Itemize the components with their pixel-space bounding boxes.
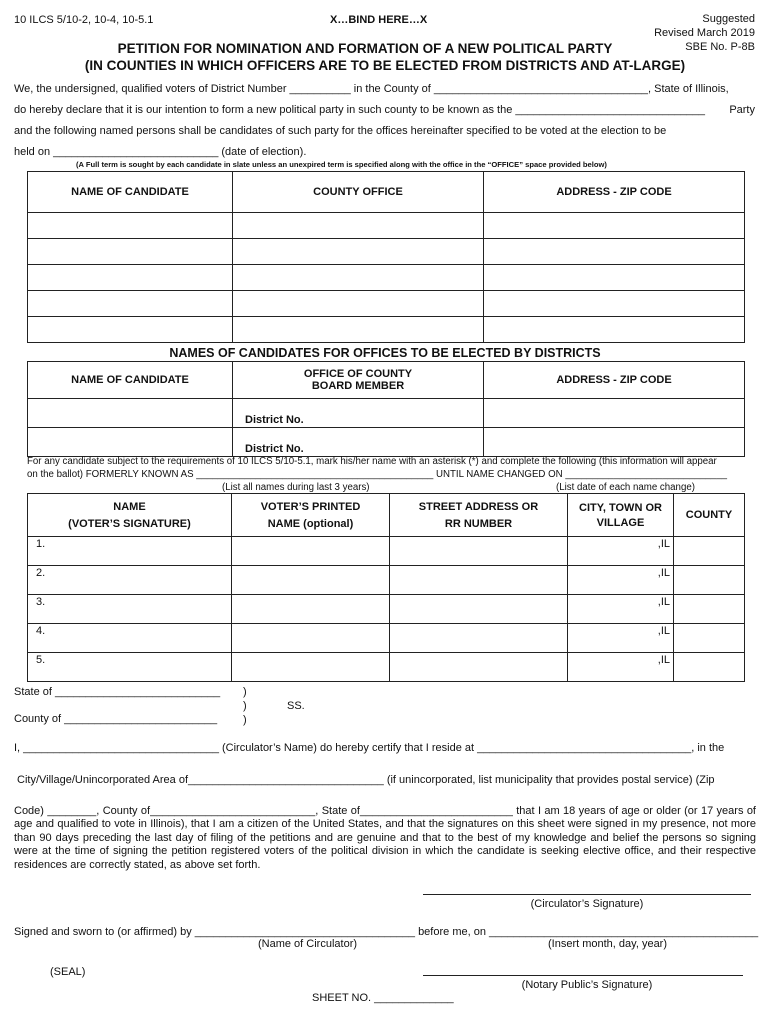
county-office-cell[interactable] [233, 213, 484, 239]
table-row [28, 213, 745, 239]
circulator-signature-label: (Circulator’s Signature) [530, 898, 644, 910]
address-cell[interactable] [484, 291, 745, 317]
header-address-zip: ADDRESS - ZIP CODE [484, 172, 745, 213]
state-suffix: ,IL [657, 596, 670, 608]
form-number: SBE No. P-8B [685, 41, 755, 53]
table-row [28, 428, 745, 457]
printed-name-cell[interactable] [232, 595, 390, 624]
header-city-town-village [568, 494, 674, 537]
circulator-signature-line[interactable] [423, 894, 751, 895]
county-cell[interactable] [674, 595, 745, 624]
list-names-note: (List all names during last 3 years) [222, 482, 370, 493]
candidate-name-cell[interactable] [28, 239, 233, 265]
city-cell[interactable] [568, 595, 674, 624]
printed-name-cell[interactable] [232, 566, 390, 595]
table-row [28, 317, 745, 343]
district-number-cell[interactable] [233, 399, 484, 428]
voter-signatures-table [27, 493, 745, 682]
header-county-office: COUNTY OFFICE [233, 172, 484, 213]
header-city-line-1: CITY, TOWN OR [579, 501, 662, 514]
district-candidate-cell[interactable] [28, 428, 233, 457]
intro-line-1: We, the undersigned, qualified voters of District Number __________ in the County of ___________________________________, State of Illinois, [14, 83, 729, 95]
header-county: COUNTY [674, 494, 745, 537]
notary-signature-line[interactable] [423, 975, 743, 976]
header-name-line-1: NAME [113, 500, 146, 513]
circulator-statement: Code) ________, County of___________________________, State of_________________________ that I am 18 years of age or older (or 17 years of age and qualified to vote in Illinois), that I am a citizen of the United States, and that the signatures on this sheet were signed in my presence, not more than 90 days preceding the last day of filing of the petitions and are genuine and that to the best of my knowledge and belief the persons so signing were at the time of signing the petition registered voters of the political division in which the candidate is seeking elective office, and their respective residences are correctly stated, as above set forth. [14, 805, 756, 871]
county-cell[interactable] [674, 537, 745, 566]
city-cell[interactable] [568, 537, 674, 566]
header-office-county-board [233, 362, 484, 399]
street-address-cell[interactable] [390, 566, 568, 595]
header-city-line-2: VILLAGE [596, 516, 645, 529]
form-title: PETITION FOR NOMINATION AND FORMATION OF A NEW POLITICAL PARTY [117, 41, 613, 56]
table-row [28, 265, 745, 291]
address-cell[interactable] [484, 265, 745, 291]
printed-name-cell[interactable] [232, 653, 390, 682]
header-street-line-1: STREET ADDRESS OR [418, 500, 539, 513]
district-number-label: District No. [245, 443, 304, 455]
header-street-line-2: RR NUMBER [444, 517, 513, 530]
district-candidate-cell[interactable] [28, 399, 233, 428]
voter-signature-cell[interactable] [28, 566, 232, 595]
venue-state: State of ___________________________ [14, 686, 221, 698]
list-dates-note: (List date of each name change) [556, 482, 695, 493]
header-name-line-2: (VOTER’S SIGNATURE) [68, 517, 191, 530]
printed-name-cell[interactable] [232, 624, 390, 653]
header-printed-name [232, 494, 390, 537]
district-number-cell[interactable] [233, 428, 484, 457]
county-cell[interactable] [674, 653, 745, 682]
intro-line-3: and the following named persons shall be candidates of such party for the offices hereinafter specified to be voted at the election to be [14, 125, 667, 137]
table-row [28, 239, 745, 265]
street-address-cell[interactable] [390, 537, 568, 566]
table-row [28, 624, 745, 653]
candidate-name-cell[interactable] [28, 291, 233, 317]
header-street-address [390, 494, 568, 537]
header-name-of-candidate: NAME OF CANDIDATE [28, 172, 233, 213]
circulator-name-label: (Name of Circulator) [258, 938, 358, 950]
header-district-address: ADDRESS - ZIP CODE [484, 362, 745, 399]
printed-name-cell[interactable] [232, 537, 390, 566]
county-office-cell[interactable] [233, 239, 484, 265]
candidate-name-cell[interactable] [28, 213, 233, 239]
county-cell[interactable] [674, 566, 745, 595]
venue-ss: SS. [287, 700, 305, 712]
district-candidates-table [27, 361, 745, 457]
address-cell[interactable] [484, 317, 745, 343]
table-row [28, 537, 745, 566]
circulator-line-1: I, ________________________________ (Circulator’s Name) do hereby certify that I reside at ___________________________________, in the [14, 742, 725, 754]
venue-county: County of _________________________ [14, 713, 218, 725]
voter-signature-cell[interactable] [28, 595, 232, 624]
district-address-cell[interactable] [484, 399, 745, 428]
form-subtitle: (IN COUNTIES IN WHICH OFFICERS ARE TO BE ELECTED FROM DISTRICTS AND AT-LARGE) [84, 58, 686, 73]
sheet-number: SHEET NO. _____________ [312, 992, 454, 1004]
city-cell[interactable] [568, 653, 674, 682]
formerly-known-line-1: For any candidate subject to the requirements of 10 ILCS 5/10-5.1, mark his/her name with an asterisk (*) and complete the following (this information will appear [27, 456, 717, 467]
candidate-name-cell[interactable] [28, 265, 233, 291]
row-number: 2. [36, 567, 46, 579]
circulator-line-2: City/Village/Unincorporated Area of________________________________ (if unincorporated, list municipality that provides postal service) (Zip [17, 774, 715, 786]
insert-date-label: (Insert month, day, year) [548, 938, 668, 950]
district-address-cell[interactable] [484, 428, 745, 457]
header-voter-signature [28, 494, 232, 537]
address-cell[interactable] [484, 213, 745, 239]
table-row [28, 566, 745, 595]
voter-signature-cell[interactable] [28, 537, 232, 566]
table-row [28, 399, 745, 428]
street-address-cell[interactable] [390, 595, 568, 624]
intro-party-word: Party [729, 104, 755, 116]
county-office-cell[interactable] [233, 317, 484, 343]
venue-paren-3: ) [243, 714, 247, 726]
bind-here-label: X…BIND HERE…X [330, 14, 428, 26]
candidates-table [27, 171, 745, 343]
notary-signature-label: (Notary Public’s Signature) [521, 979, 653, 991]
sworn-statement: Signed and sworn to (or affirmed) by ____________________________________ before me, on ____________________________________________ [14, 926, 759, 938]
row-number: 1. [36, 538, 46, 550]
voter-signature-cell[interactable] [28, 653, 232, 682]
state-suffix: ,IL [657, 538, 670, 550]
street-address-cell[interactable] [390, 624, 568, 653]
formerly-known-line-2: on the ballot) FORMERLY KNOWN AS ____________________________________________ UNTIL NAME CHANGED ON ______________________________ [27, 469, 727, 480]
state-suffix: ,IL [657, 567, 670, 579]
header-printed-line-1: VOTER’S PRINTED [260, 500, 361, 513]
intro-line-4: held on ___________________________ (date of election). [14, 146, 307, 158]
district-number-label: District No. [245, 414, 304, 426]
row-number: 4. [36, 625, 46, 637]
statute-reference: 10 ILCS 5/10-2, 10-4, 10-5.1 [14, 14, 154, 26]
header-printed-line-2: NAME (optional) [267, 517, 354, 530]
county-office-cell[interactable] [233, 291, 484, 317]
voter-signature-cell[interactable] [28, 624, 232, 653]
candidate-name-cell[interactable] [28, 317, 233, 343]
revised-date: Revised March 2019 [654, 27, 755, 39]
venue-paren-1: ) [243, 686, 247, 698]
venue-paren-2: ) [243, 700, 247, 712]
intro-line-2: do hereby declare that it is our intention to form a new political party in such county to be known as the _______________________________ [14, 104, 706, 116]
districts-section-title: NAMES OF CANDIDATES FOR OFFICES TO BE ELECTED BY DISTRICTS [169, 346, 601, 360]
county-office-cell[interactable] [233, 265, 484, 291]
row-number: 5. [36, 654, 46, 666]
table-row [28, 653, 745, 682]
address-cell[interactable] [484, 239, 745, 265]
table-row [28, 291, 745, 317]
suggested-label: Suggested [702, 13, 755, 25]
header-office-line-1: OFFICE OF COUNTY [303, 368, 413, 380]
full-term-note: (A Full term is sought by each candidate in slate unless an unexpired term is specified along with the office in the “OFFICE” space provided below) [76, 160, 607, 169]
state-suffix: ,IL [657, 625, 670, 637]
county-cell[interactable] [674, 624, 745, 653]
city-cell[interactable] [568, 624, 674, 653]
state-suffix: ,IL [657, 654, 670, 666]
street-address-cell[interactable] [390, 653, 568, 682]
table-row [28, 595, 745, 624]
seal-label: (SEAL) [50, 966, 86, 978]
row-number: 3. [36, 596, 46, 608]
header-district-candidate: NAME OF CANDIDATE [28, 362, 233, 399]
city-cell[interactable] [568, 566, 674, 595]
header-office-line-2: BOARD MEMBER [311, 380, 405, 392]
